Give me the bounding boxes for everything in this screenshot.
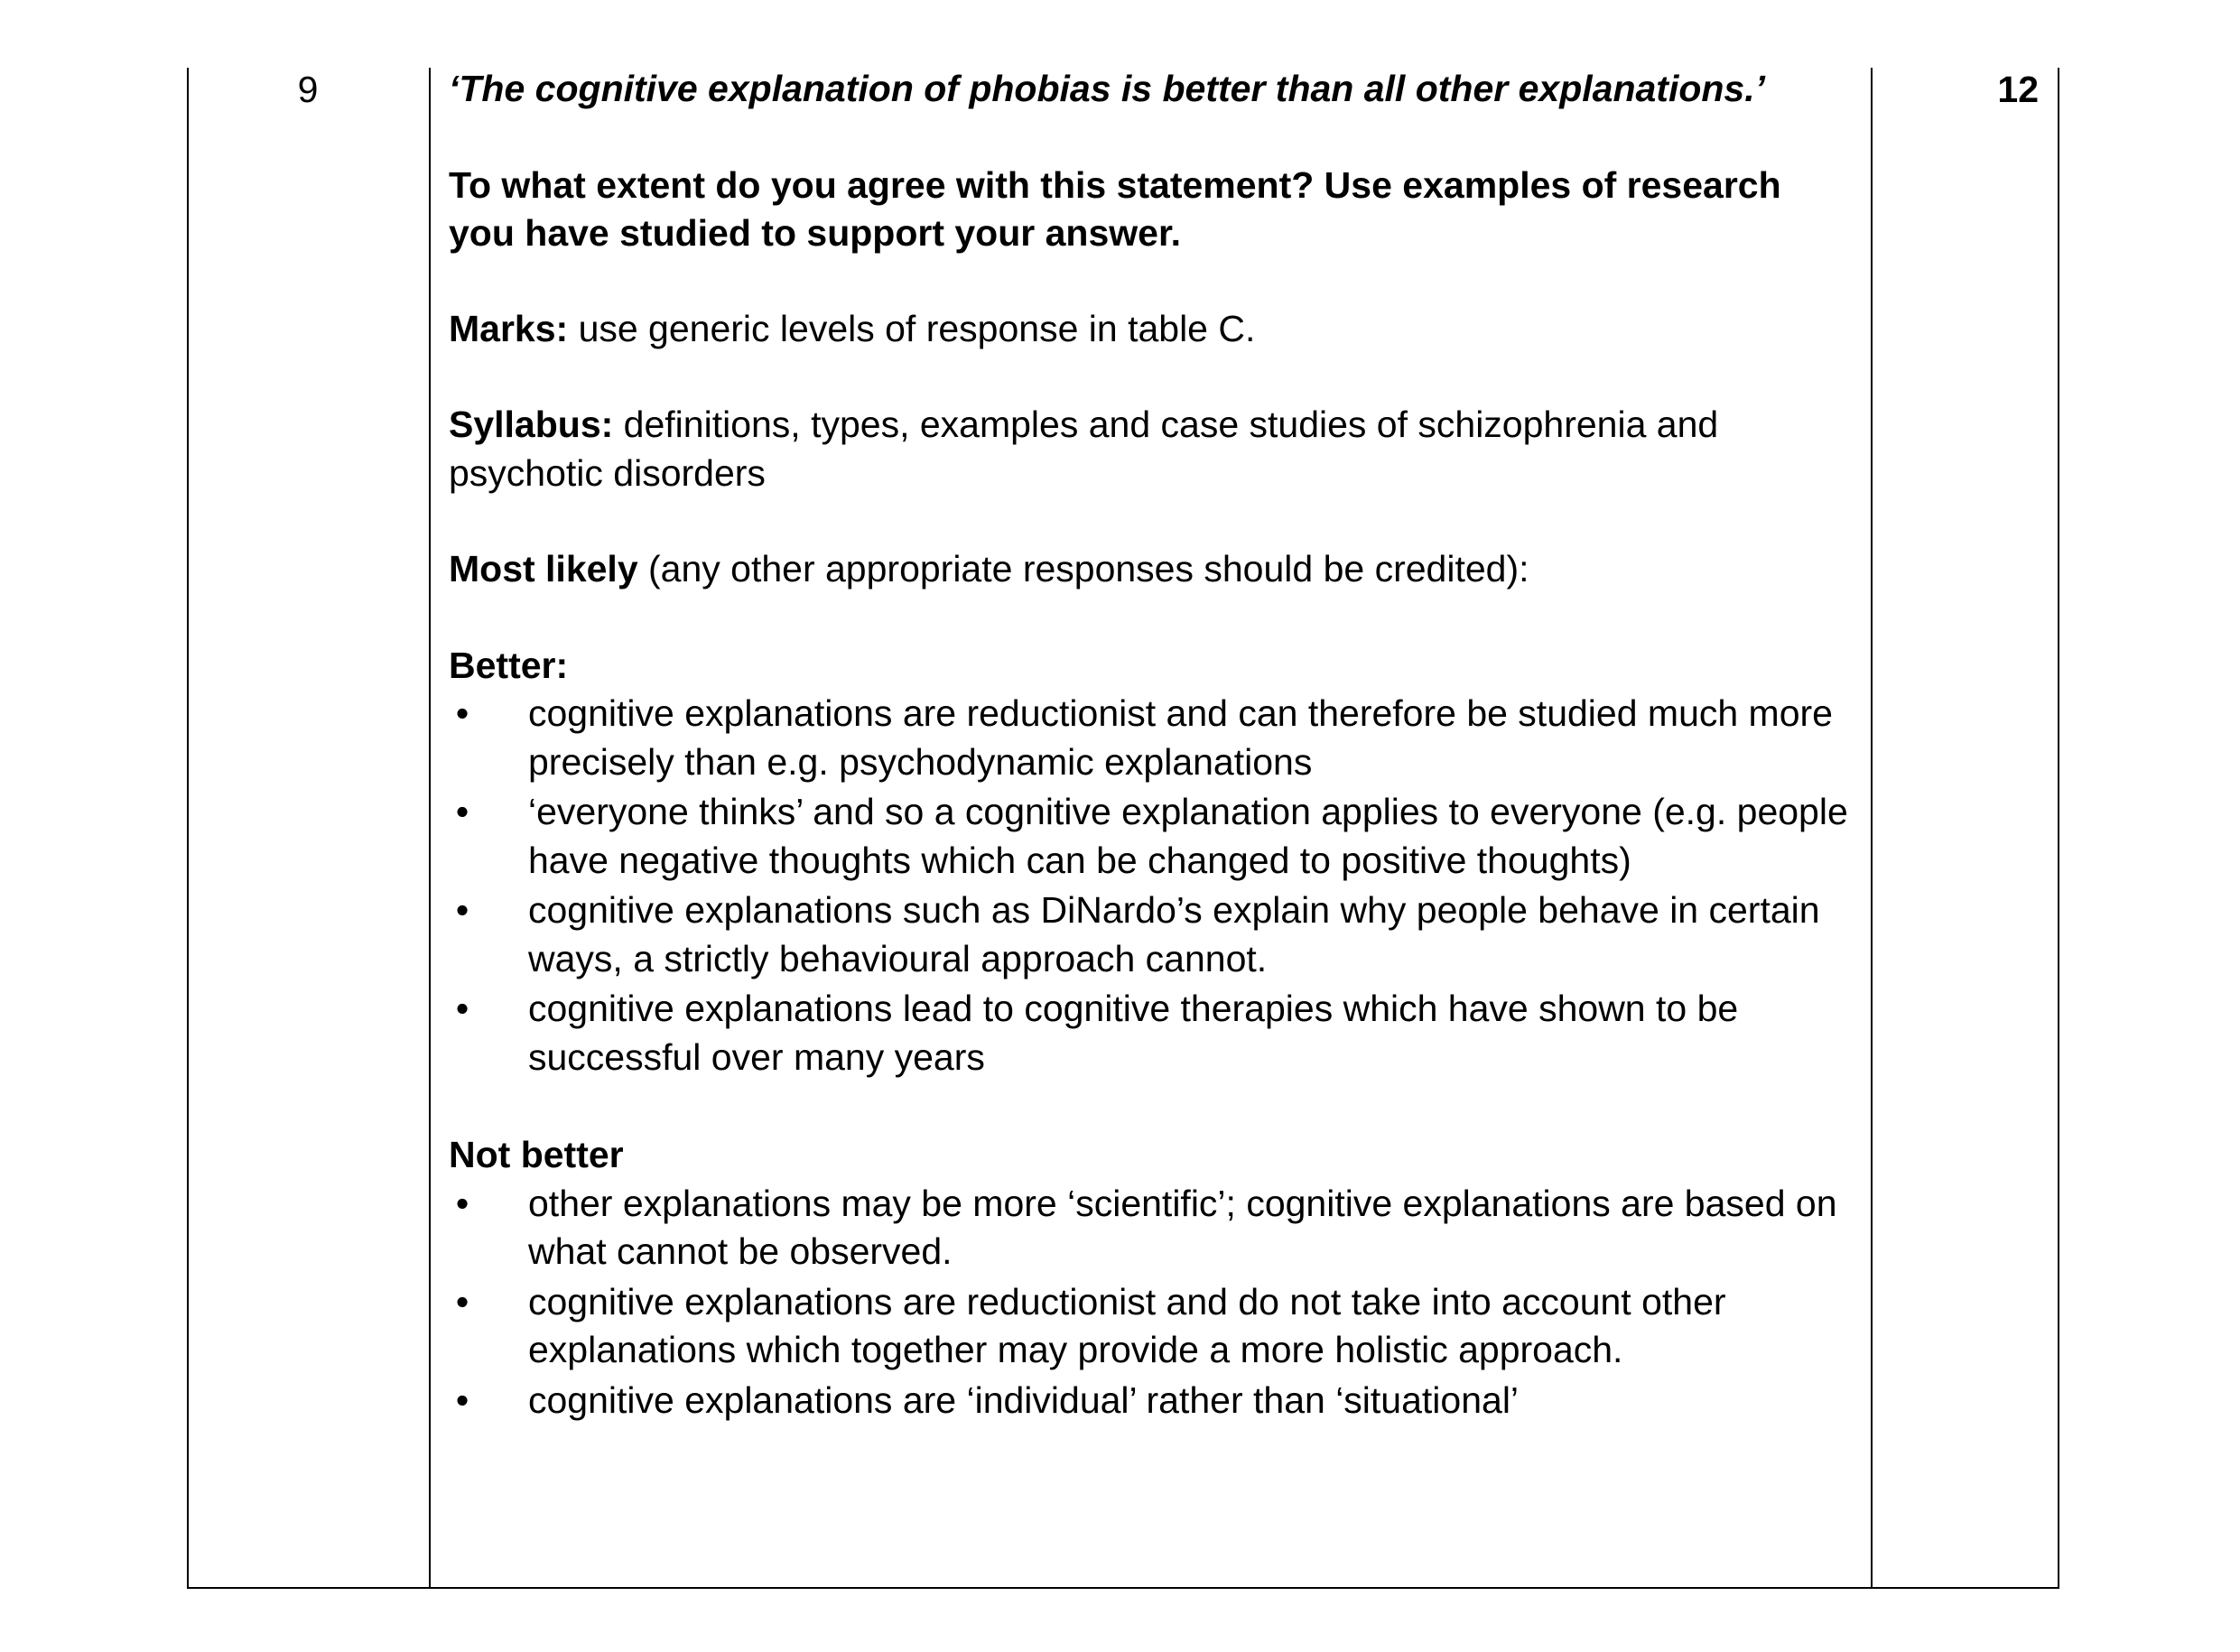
list-item-text: cognitive explanations lead to cognitive therapies which have shown to be successful over many years [528, 988, 1739, 1078]
bullet-icon: • [455, 1182, 469, 1224]
syllabus-text: definitions, types, examples and case studies of schizophrenia and psychotic disorders [449, 404, 1719, 494]
list-item [449, 690, 1853, 786]
syllabus-label: Syllabus: [449, 404, 614, 445]
list-item-text: other explanations may be more ‘scientific’; cognitive explanations are based on what cannot be observed. [528, 1182, 1837, 1272]
list-item [449, 788, 1853, 885]
list-item-text: ‘everyone thinks’ and so a cognitive explanation applies to everyone (e.g. people have negative thoughts which can be changed to positive thoughts) [528, 791, 1848, 881]
mark-scheme-content [449, 65, 1853, 1426]
bullet-icon: • [455, 1280, 469, 1323]
total-marks: 12 [1997, 69, 2039, 110]
question-number: 9 [297, 69, 319, 110]
question-statement: ‘The cognitive explanation of phobias is better than all other explanations.’ [449, 68, 1766, 109]
table-border-bottom [187, 1587, 2059, 1589]
marks-line [449, 305, 1853, 354]
better-list [449, 690, 1853, 1081]
table-border-right [2058, 68, 2059, 1589]
bullet-icon: • [455, 791, 469, 832]
better-heading: Better: [449, 644, 569, 686]
not-better-heading: Not better [449, 1134, 624, 1175]
list-item-text: cognitive explanations are reductionist and can therefore be studied much more precisely than e.g. psychodynamic explanations [528, 692, 1833, 783]
most-likely-text: (any other appropriate responses should be credited): [637, 548, 1529, 589]
list-item [449, 985, 1853, 1081]
list-item-text: cognitive explanations are ‘individual’ rather than ‘situational’ [528, 1378, 1520, 1421]
not-better-list [449, 1180, 1853, 1425]
table-border-left [187, 68, 189, 1589]
bullet-icon: • [455, 988, 469, 1029]
list-item [449, 1377, 1853, 1425]
table-border-col2 [1871, 68, 1873, 1589]
most-likely-line [449, 545, 1853, 594]
bullet-icon: • [455, 692, 469, 734]
list-item [449, 886, 1853, 983]
bullet-icon: • [455, 889, 469, 931]
most-likely-label: Most likely [449, 548, 638, 589]
list-item [449, 1278, 1853, 1375]
marks-text: use generic levels of response in table C. [568, 307, 1256, 349]
question-prompt: To what extent do you agree with this statement? Use examples of research you have studied to support your answer. [449, 163, 1781, 254]
list-item [449, 1180, 1853, 1276]
list-item-text: cognitive explanations such as DiNardo’s explain why people behave in certain ways, a strictly behavioural approach cannot. [528, 889, 1820, 979]
list-item-text: cognitive explanations are reductionist and do not take into account other explanations which together may provide a more holistic approach. [528, 1280, 1726, 1370]
table-border-col1 [429, 68, 431, 1589]
syllabus-line [449, 401, 1853, 497]
marks-label: Marks: [449, 307, 569, 349]
bullet-icon: • [455, 1378, 469, 1421]
